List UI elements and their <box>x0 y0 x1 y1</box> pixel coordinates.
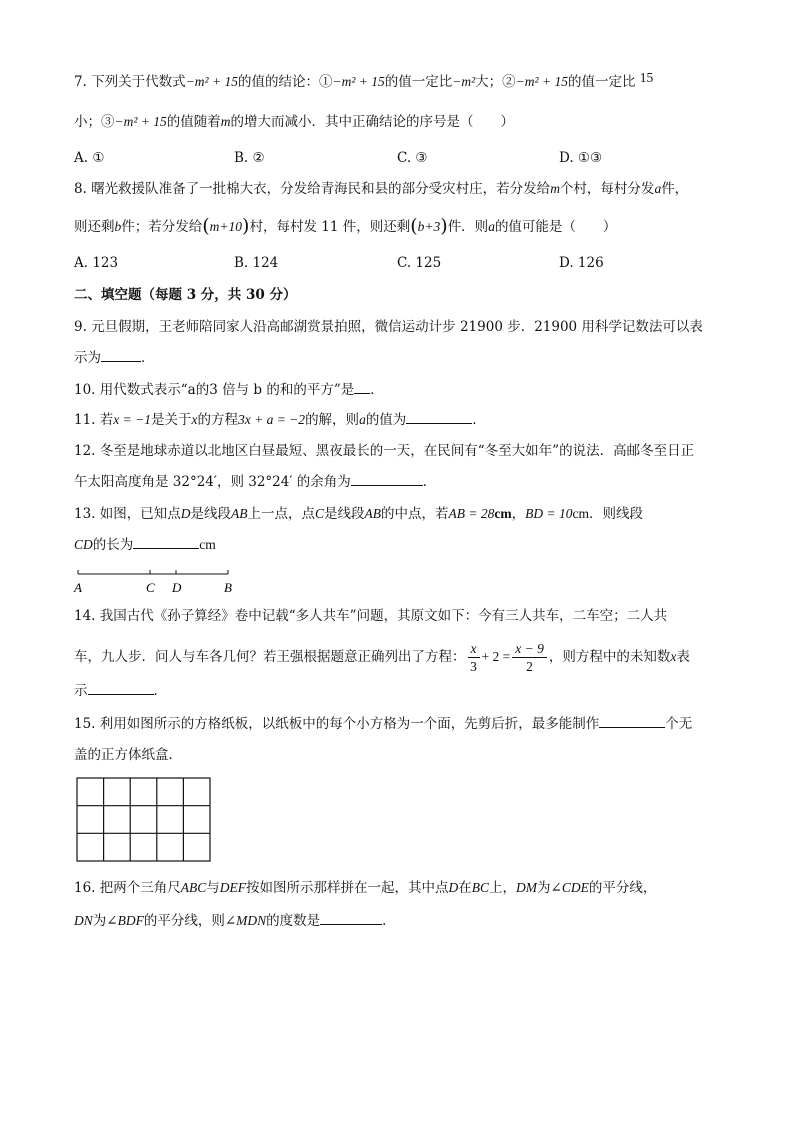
grid-outline <box>77 778 210 861</box>
q8-option-d[interactable]: D. 126 <box>559 255 604 271</box>
q9-line2: 示为 ． <box>74 347 155 369</box>
q12-line2: 午太阳高度角是 32°24′，则 32°24′ 的余角为 ． <box>74 471 436 493</box>
q10-line: 10. 用代数式表示“a的3 倍与 b 的和的平方”是 ． <box>74 379 384 401</box>
q7-option-a[interactable]: A. ① <box>74 150 105 166</box>
q7-number: 7. <box>74 74 87 90</box>
q8-number: 8. <box>74 181 87 197</box>
q11-line: 11. 若x = −1是关于x的方程3x + a = −2的解，则a的值为 ． <box>74 409 486 431</box>
q13-line1: 13. 如图，已知点D是线段AB上一点，点C是线段AB的中点，若AB = 28cm，BD = 10cm．则线段 <box>74 506 643 522</box>
q16-answer-blank[interactable] <box>320 910 382 925</box>
q12-answer-blank[interactable] <box>351 471 423 486</box>
q14-line3: 示 ． <box>74 680 167 702</box>
q8-option-b[interactable]: B. 124 <box>234 255 279 271</box>
point-d-label: D <box>172 580 182 595</box>
q12-line1: 12. 冬至是地球赤道以北地区白昼最短、黑夜最长的一天，在民间有“冬至大如年”的说法．高邮冬至日正 <box>74 443 695 459</box>
q7-option-b[interactable]: B. ② <box>234 150 265 166</box>
q7-line1: 7. 下列关于代数式−m² + 15的值的结论：①−m² + 15的值一定比−m²大；②−m² + 15的值一定比 15 <box>74 70 654 90</box>
point-c-label: C <box>146 580 155 595</box>
fraction-x-minus-9-over-2: $\frac{x - 9}{2}$ <box>512 640 547 675</box>
q14-line2: 车，九人步．问人与车各几何？若王强根据题意正确列出了方程： $\frac{x}{3}$ + 2 = $\frac{x - 9}{2}$ ，则方程中的未知数x表 <box>74 641 690 674</box>
q7-expr: −m² + 15 <box>185 74 238 89</box>
q10-answer-blank[interactable] <box>354 379 370 394</box>
point-a-label: A <box>74 580 82 595</box>
section-heading: 二、填空题（每题 3 分，共 30 分） <box>74 287 297 303</box>
q8-option-c[interactable]: C. 125 <box>397 255 442 271</box>
q16-line2: DN为∠BDF的平分线，则∠MDN的度数是 ． <box>74 910 396 932</box>
q7-option-d[interactable]: D. ①③ <box>559 150 603 166</box>
q15-grid-figure <box>76 777 212 863</box>
q8-line2: 则还剩b件；若分发给(m+10)村，每村发 11 件，则还剩(b+3)件．则a的值可能是（ ） <box>74 215 617 237</box>
point-b-label: B <box>224 580 232 595</box>
q13-line2: CD的长为 cm <box>74 534 216 556</box>
q13-segment-figure <box>70 566 250 598</box>
q15-answer-blank[interactable] <box>599 713 665 728</box>
fraction-x-over-3: $\frac{x}{3}$ <box>468 640 480 675</box>
q7-line2: 小；③−m² + 15的值随着m的增大而减小．其中正确结论的序号是（ ） <box>74 114 515 130</box>
q11-answer-blank[interactable] <box>406 409 472 424</box>
q14-line1: 14. 我国古代《孙子算经》卷中记载“多人共车”问题，其原文如下：今有三人共车，二车空；二人共 <box>74 608 668 624</box>
q15-line1: 15. 利用如图所示的方格纸板，以纸板中的每个小方格为一个面，先剪后折，最多能制作 个无 <box>74 713 692 735</box>
q9-answer-blank[interactable] <box>101 347 141 362</box>
q8-line1: 8. 曙光救援队准备了一批棉大衣，分发给青海民和县的部分受灾村庄，若分发给m个村，每村分发a件， <box>74 181 689 197</box>
q8-option-a[interactable]: A. 123 <box>74 255 119 271</box>
q16-line1: 16. 把两个三角尺ABC与DEF按如图所示那样拼在一起，其中点D在BC上，DM为∠CDE的平分线， <box>74 880 657 896</box>
q13-answer-blank[interactable] <box>133 534 199 549</box>
q14-answer-blank[interactable] <box>88 680 154 695</box>
q9-line1: 9. 元旦假期，王老师陪同家人沿高邮湖赏景拍照，微信运动计步 21900 步．21900 用科学记数法可以表 <box>74 319 703 335</box>
q7-option-c[interactable]: C. ③ <box>397 150 428 166</box>
q15-line2: 盖的正方体纸盒． <box>74 747 182 763</box>
